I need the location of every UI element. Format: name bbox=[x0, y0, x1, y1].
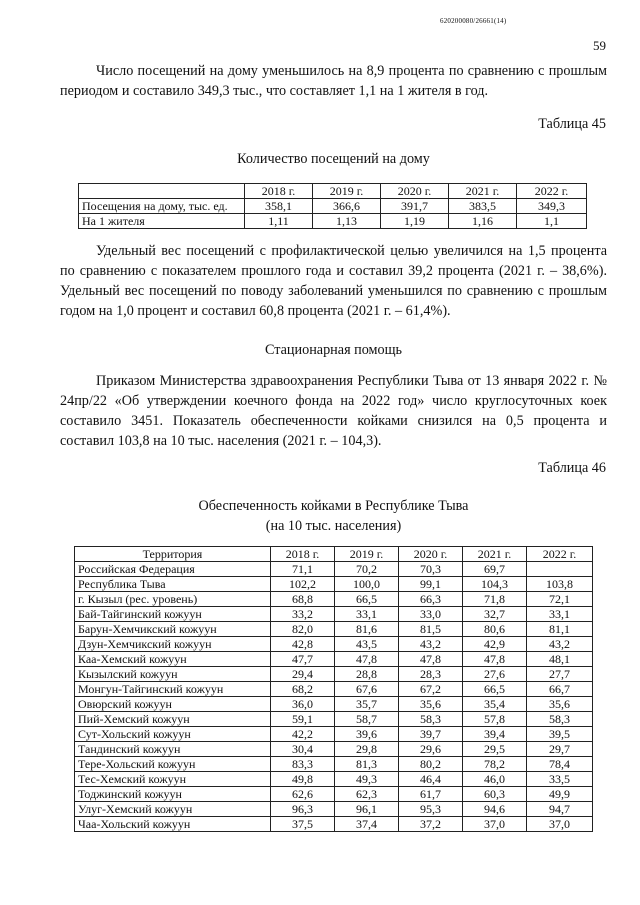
table-46-title bbox=[60, 496, 607, 536]
table-46-caption: Таблица 46 bbox=[538, 460, 606, 476]
table-row bbox=[75, 727, 593, 742]
value-cell: 57,8 bbox=[463, 712, 527, 727]
table-row bbox=[75, 697, 593, 712]
value-cell: 62,3 bbox=[335, 787, 399, 802]
value-cell: 383,5 bbox=[449, 199, 517, 214]
table-45-title: Количество посещений на дому bbox=[237, 151, 430, 167]
value-cell: 28,8 bbox=[335, 667, 399, 682]
table-row bbox=[79, 214, 587, 229]
table-46-title-line1: Обеспеченность койками в Республике Тыва bbox=[198, 498, 469, 514]
value-cell: 47,7 bbox=[271, 652, 335, 667]
value-cell: 27,6 bbox=[463, 667, 527, 682]
value-cell: 29,7 bbox=[527, 742, 593, 757]
page-number: 59 bbox=[593, 38, 606, 53]
table-46-title-line2: (на 10 тыс. населения) bbox=[265, 518, 402, 534]
row-label-cell: Тес-Хемский кожуун bbox=[75, 772, 271, 787]
value-cell: 37,0 bbox=[463, 817, 527, 832]
value-cell: 68,8 bbox=[271, 592, 335, 607]
table-row bbox=[79, 199, 587, 214]
table-row bbox=[75, 622, 593, 637]
column-header-first bbox=[79, 184, 245, 199]
value-cell: 37,4 bbox=[335, 817, 399, 832]
value-cell: 49,9 bbox=[527, 787, 593, 802]
value-cell: 33,2 bbox=[271, 607, 335, 622]
column-header-first: Территория bbox=[75, 547, 271, 562]
table-row bbox=[75, 817, 593, 832]
value-cell: 67,6 bbox=[335, 682, 399, 697]
row-label-cell: Тоджинский кожуун bbox=[75, 787, 271, 802]
value-cell: 30,4 bbox=[271, 742, 335, 757]
value-cell: 1,13 bbox=[313, 214, 381, 229]
value-cell: 49,3 bbox=[335, 772, 399, 787]
table-header-row bbox=[75, 547, 593, 562]
value-cell: 100,0 bbox=[335, 577, 399, 592]
value-cell: 43,2 bbox=[399, 637, 463, 652]
table-row bbox=[75, 742, 593, 757]
value-cell bbox=[527, 562, 593, 577]
value-cell: 37,2 bbox=[399, 817, 463, 832]
row-label-cell: Посещения на дому, тыс. ед. bbox=[79, 199, 245, 214]
table-45-caption: Таблица 45 bbox=[538, 116, 606, 132]
value-cell: 71,1 bbox=[271, 562, 335, 577]
value-cell: 104,3 bbox=[463, 577, 527, 592]
value-cell: 358,1 bbox=[245, 199, 313, 214]
value-cell: 1,19 bbox=[381, 214, 449, 229]
table-row bbox=[75, 712, 593, 727]
value-cell: 82,0 bbox=[271, 622, 335, 637]
value-cell: 61,7 bbox=[399, 787, 463, 802]
value-cell: 81,5 bbox=[399, 622, 463, 637]
column-header-year: 2021 г. bbox=[463, 547, 527, 562]
value-cell: 59,1 bbox=[271, 712, 335, 727]
value-cell: 37,0 bbox=[527, 817, 593, 832]
row-label-cell: Тандинский кожуун bbox=[75, 742, 271, 757]
value-cell: 46,4 bbox=[399, 772, 463, 787]
value-cell: 78,4 bbox=[527, 757, 593, 772]
value-cell: 46,0 bbox=[463, 772, 527, 787]
table-row bbox=[75, 637, 593, 652]
value-cell: 32,7 bbox=[463, 607, 527, 622]
value-cell: 62,6 bbox=[271, 787, 335, 802]
value-cell: 1,1 bbox=[517, 214, 587, 229]
value-cell: 39,4 bbox=[463, 727, 527, 742]
value-cell: 94,6 bbox=[463, 802, 527, 817]
value-cell: 47,8 bbox=[463, 652, 527, 667]
document-id: 620200080/26661(14) bbox=[440, 17, 507, 25]
value-cell: 366,6 bbox=[313, 199, 381, 214]
value-cell: 33,0 bbox=[399, 607, 463, 622]
value-cell: 80,2 bbox=[399, 757, 463, 772]
row-label-cell: Барун-Хемчикский кожуун bbox=[75, 622, 271, 637]
row-label-cell: Пий-Хемский кожуун bbox=[75, 712, 271, 727]
value-cell: 70,2 bbox=[335, 562, 399, 577]
value-cell: 29,6 bbox=[399, 742, 463, 757]
row-label-cell: г. Кызыл (рес. уровень) bbox=[75, 592, 271, 607]
row-label-cell: Российская Федерация bbox=[75, 562, 271, 577]
value-cell: 49,8 bbox=[271, 772, 335, 787]
row-label-cell: Бай-Тайгинский кожуун bbox=[75, 607, 271, 622]
value-cell: 1,16 bbox=[449, 214, 517, 229]
table-row bbox=[75, 562, 593, 577]
column-header-year: 2022 г. bbox=[527, 547, 593, 562]
table-row bbox=[75, 607, 593, 622]
value-cell: 1,11 bbox=[245, 214, 313, 229]
column-header-year: 2022 г. bbox=[517, 184, 587, 199]
row-label-cell: Дзун-Хемчикский кожуун bbox=[75, 637, 271, 652]
value-cell: 47,8 bbox=[335, 652, 399, 667]
row-label-cell: Монгун-Тайгинский кожуун bbox=[75, 682, 271, 697]
value-cell: 35,6 bbox=[399, 697, 463, 712]
value-cell: 81,6 bbox=[335, 622, 399, 637]
column-header-year: 2018 г. bbox=[245, 184, 313, 199]
value-cell: 80,6 bbox=[463, 622, 527, 637]
value-cell: 35,7 bbox=[335, 697, 399, 712]
row-label-cell: Чаа-Хольский кожуун bbox=[75, 817, 271, 832]
value-cell: 28,3 bbox=[399, 667, 463, 682]
value-cell: 33,5 bbox=[527, 772, 593, 787]
table-row bbox=[75, 652, 593, 667]
value-cell: 68,2 bbox=[271, 682, 335, 697]
table-row bbox=[75, 592, 593, 607]
value-cell: 47,8 bbox=[399, 652, 463, 667]
value-cell: 94,7 bbox=[527, 802, 593, 817]
value-cell: 96,1 bbox=[335, 802, 399, 817]
value-cell: 71,8 bbox=[463, 592, 527, 607]
value-cell: 43,5 bbox=[335, 637, 399, 652]
row-label-cell: Тере-Хольский кожуун bbox=[75, 757, 271, 772]
value-cell: 27,7 bbox=[527, 667, 593, 682]
table-row bbox=[75, 802, 593, 817]
value-cell: 42,2 bbox=[271, 727, 335, 742]
row-label-cell: Республика Тыва bbox=[75, 577, 271, 592]
value-cell: 103,8 bbox=[527, 577, 593, 592]
value-cell: 72,1 bbox=[527, 592, 593, 607]
column-header-year: 2019 г. bbox=[313, 184, 381, 199]
value-cell: 42,8 bbox=[271, 637, 335, 652]
value-cell: 58,3 bbox=[399, 712, 463, 727]
table-row bbox=[75, 577, 593, 592]
value-cell: 58,7 bbox=[335, 712, 399, 727]
value-cell: 391,7 bbox=[381, 199, 449, 214]
value-cell: 37,5 bbox=[271, 817, 335, 832]
value-cell: 35,4 bbox=[463, 697, 527, 712]
value-cell: 29,8 bbox=[335, 742, 399, 757]
value-cell: 39,5 bbox=[527, 727, 593, 742]
value-cell: 33,1 bbox=[527, 607, 593, 622]
paragraph-visit-share: Удельный вес посещений с профилактической целью увеличился на 1,5 процента по сравнению с показателем прошлого года и составил 39,2 процента (2021 г. – 38,6%). Удельный вес посещений по поводу заболеваний уменьшился по сравнению с прошлым годом на 1,0 процент и составил 60,8 процента (2021 г. – 61,4%). bbox=[60, 243, 607, 319]
value-cell: 66,3 bbox=[399, 592, 463, 607]
table-row bbox=[75, 667, 593, 682]
value-cell: 102,2 bbox=[271, 577, 335, 592]
table-row bbox=[75, 757, 593, 772]
table-row bbox=[75, 682, 593, 697]
row-label-cell: Каа-Хемский кожуун bbox=[75, 652, 271, 667]
value-cell: 33,1 bbox=[335, 607, 399, 622]
paragraph-home-visits: Число посещений на дому уменьшилось на 8,9 процента по сравнению с прошлым периодом и составило 349,3 тыс., что составляет 1,1 на 1 жителя в год. bbox=[60, 63, 607, 99]
value-cell: 349,3 bbox=[517, 199, 587, 214]
table-row bbox=[75, 772, 593, 787]
column-header-year: 2019 г. bbox=[335, 547, 399, 562]
value-cell: 29,4 bbox=[271, 667, 335, 682]
column-header-year: 2020 г. bbox=[381, 184, 449, 199]
value-cell: 58,3 bbox=[527, 712, 593, 727]
value-cell: 42,9 bbox=[463, 637, 527, 652]
value-cell: 95,3 bbox=[399, 802, 463, 817]
section-heading: Стационарная помощь bbox=[264, 342, 403, 358]
table-row bbox=[75, 787, 593, 802]
value-cell: 67,2 bbox=[399, 682, 463, 697]
row-label-cell: Овюрский кожуун bbox=[75, 697, 271, 712]
value-cell: 70,3 bbox=[399, 562, 463, 577]
home-visits-table bbox=[78, 183, 587, 229]
value-cell: 60,3 bbox=[463, 787, 527, 802]
row-label-cell: Улуг-Хемский кожуун bbox=[75, 802, 271, 817]
value-cell: 66,5 bbox=[335, 592, 399, 607]
value-cell: 78,2 bbox=[463, 757, 527, 772]
value-cell: 36,0 bbox=[271, 697, 335, 712]
bed-provision-table bbox=[74, 546, 593, 832]
value-cell: 99,1 bbox=[399, 577, 463, 592]
paragraph-bed-fund: Приказом Министерства здравоохранения Республики Тыва от 13 января 2022 г. № 24пр/22 «Об утверждении коечного фонда на 2022 год» число круглосуточных коек составило 3451. Показатель обеспеченности койками снизился на 0,5 процента и составил 103,8 на 10 тыс. населения (2021 г. – 104,3). bbox=[60, 373, 607, 449]
value-cell: 39,7 bbox=[399, 727, 463, 742]
value-cell: 81,1 bbox=[527, 622, 593, 637]
row-label-cell: Кызылский кожуун bbox=[75, 667, 271, 682]
column-header-year: 2020 г. bbox=[399, 547, 463, 562]
value-cell: 66,7 bbox=[527, 682, 593, 697]
value-cell: 81,3 bbox=[335, 757, 399, 772]
column-header-year: 2021 г. bbox=[449, 184, 517, 199]
value-cell: 29,5 bbox=[463, 742, 527, 757]
value-cell: 39,6 bbox=[335, 727, 399, 742]
column-header-year: 2018 г. bbox=[271, 547, 335, 562]
value-cell: 96,3 bbox=[271, 802, 335, 817]
table-header-row bbox=[79, 184, 587, 199]
value-cell: 69,7 bbox=[463, 562, 527, 577]
value-cell: 48,1 bbox=[527, 652, 593, 667]
value-cell: 66,5 bbox=[463, 682, 527, 697]
row-label-cell: Сут-Хольский кожуун bbox=[75, 727, 271, 742]
value-cell: 35,6 bbox=[527, 697, 593, 712]
value-cell: 43,2 bbox=[527, 637, 593, 652]
row-label-cell: На 1 жителя bbox=[79, 214, 245, 229]
value-cell: 83,3 bbox=[271, 757, 335, 772]
